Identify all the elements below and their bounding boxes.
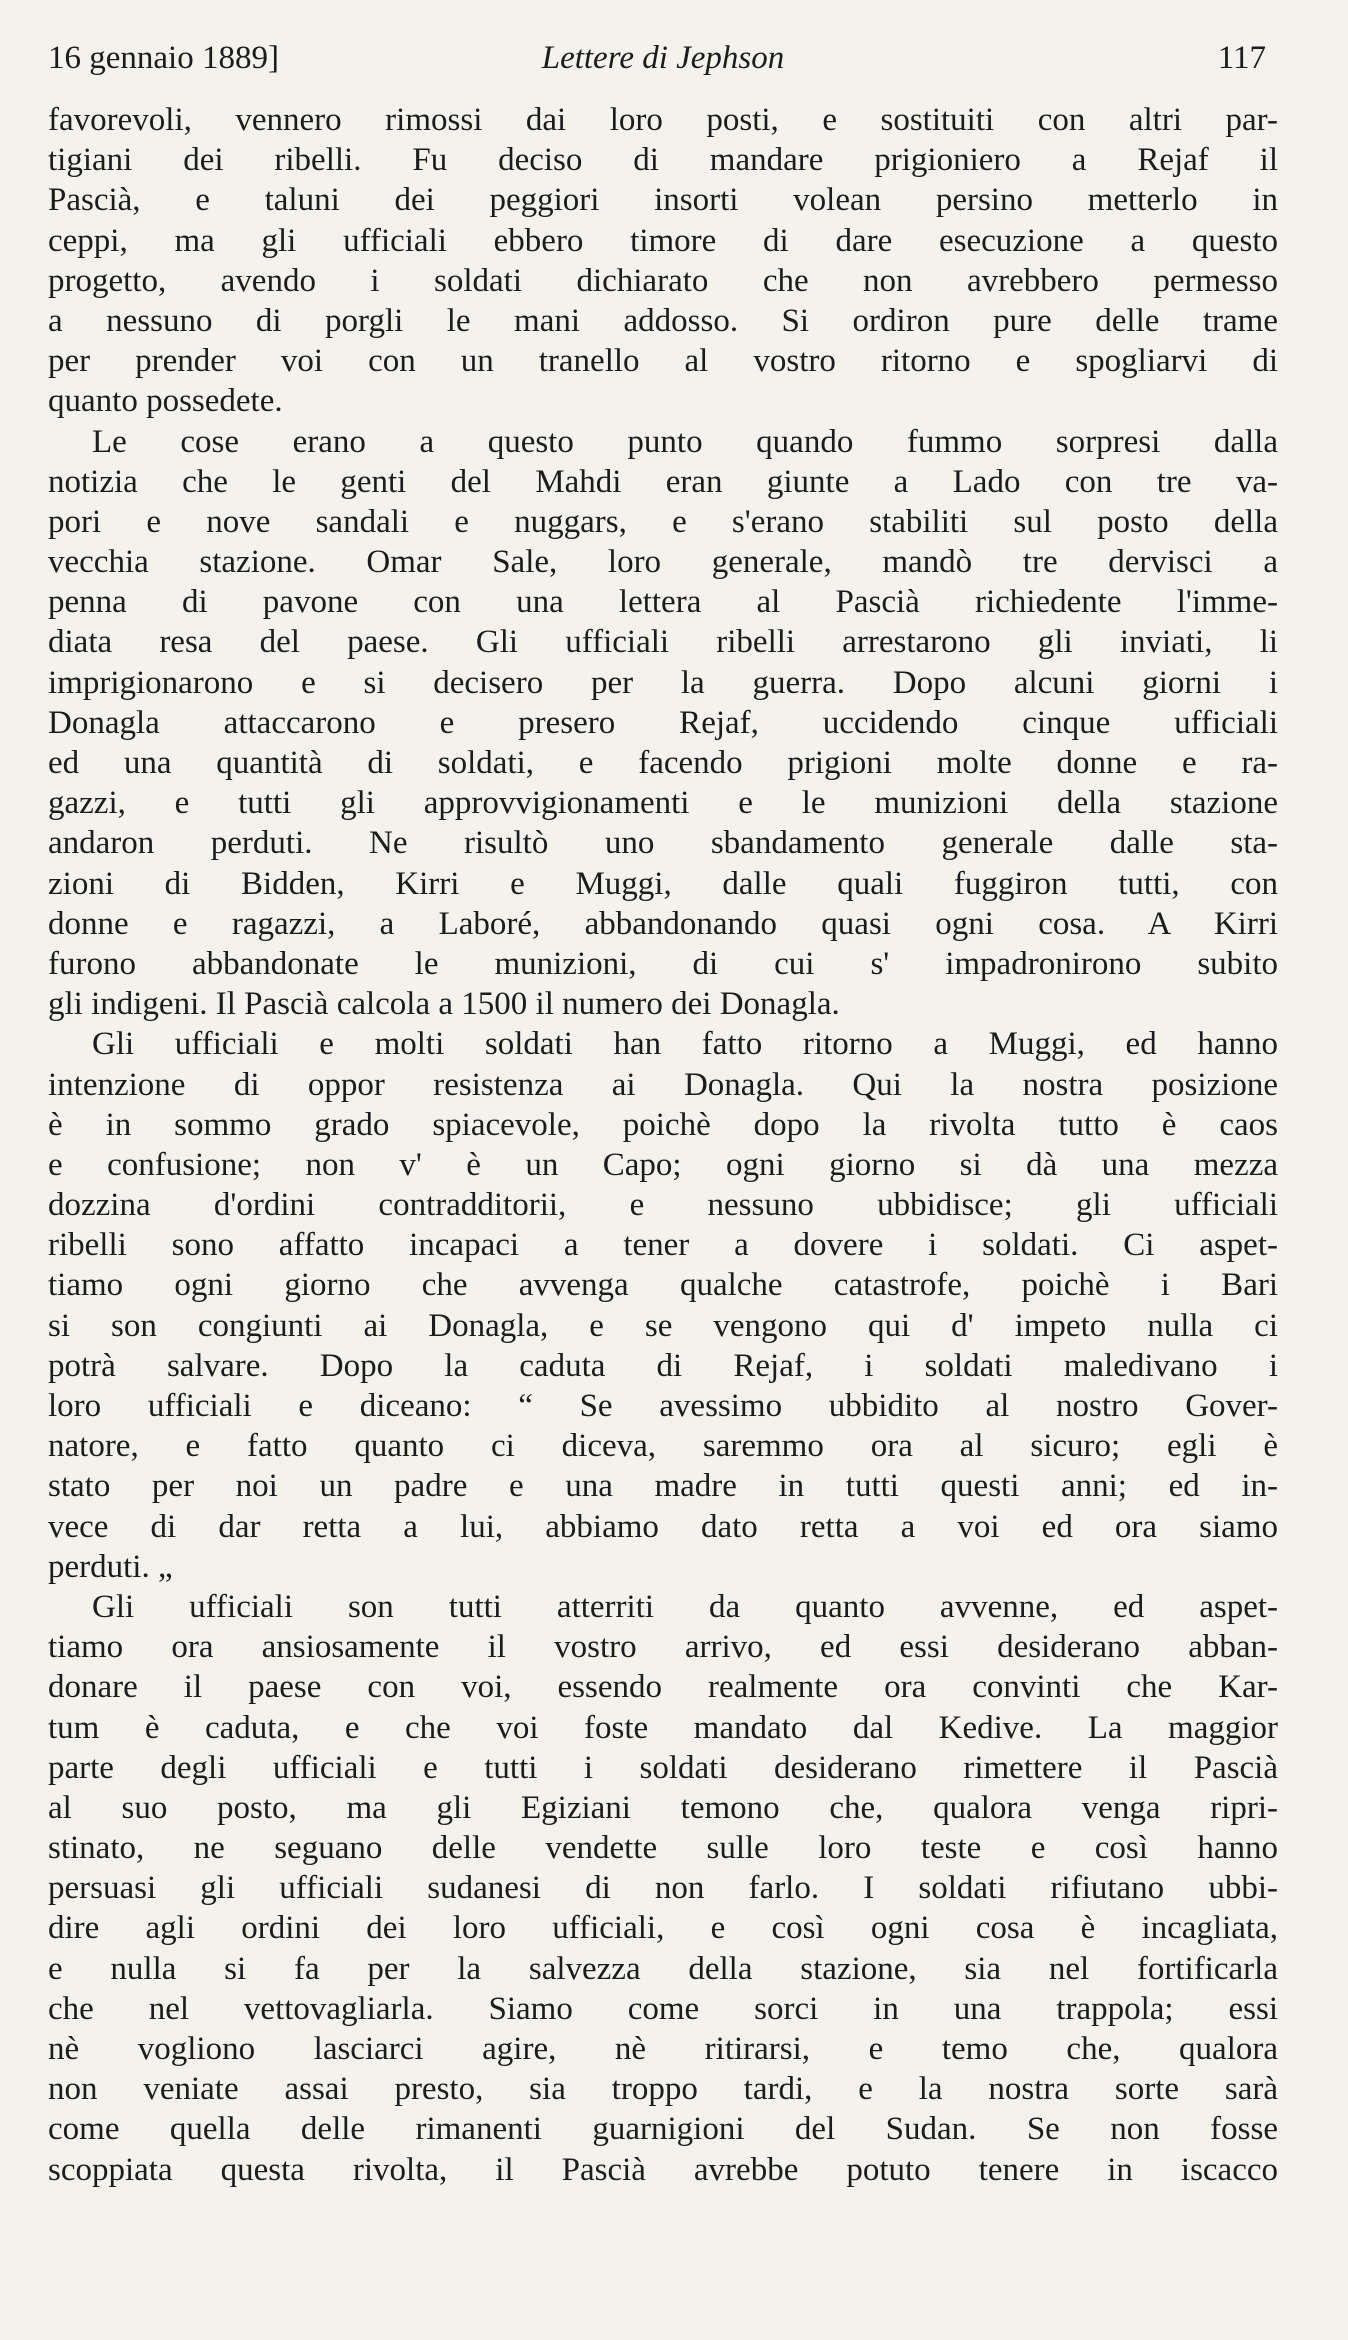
text-line: si son congiunti ai Donagla, e se vengono qui d' impeto nulla ci [48, 1307, 1278, 1344]
text-line: donare il paese con voi, essendo realmente ora convinti che Kar- [48, 1669, 1278, 1706]
text-line: Gli ufficiali son tutti atterriti da quanto avvenne, ed aspet- [92, 1588, 1278, 1625]
text-line: stinato, ne seguano delle vendette sulle loro teste e così hanno [48, 1830, 1278, 1867]
text-line: Le cose erano a questo punto quando fummo sorpresi dalla [92, 423, 1278, 460]
text-line: nè vogliono lasciarci agire, nè ritirarsi, e temo che, qualora [48, 2031, 1278, 2067]
text-line: andaron perduti. Ne risultò uno sbandamento generale dalle sta- [48, 825, 1278, 862]
text-line: donne e ragazzi, a Laboré, abbandonando quasi ogni cosa. A Kirri [48, 905, 1278, 942]
text-line: per prender voi con un tranello al vostro ritorno e spogliarvi di [48, 343, 1278, 380]
text-line: imprigionarono e si decisero per la guerra. Dopo alcuni giorni i [48, 664, 1278, 701]
text-line: tiamo ogni giorno che avvenga qualche catastrofe, poichè i Bari [48, 1267, 1278, 1304]
text-line: tum è caduta, e che voi foste mandato dal Kedive. La maggior [48, 1709, 1278, 1746]
text-line: natore, e fatto quanto ci diceva, saremmo ora al sicuro; egli è [48, 1428, 1278, 1465]
text-line: diata resa del paese. Gli ufficiali ribelli arrestarono gli inviati, li [48, 624, 1278, 661]
text-line: e confusione; non v' è un Capo; ogni giorno si dà una mezza [48, 1146, 1278, 1183]
text-line: vecchia stazione. Omar Sale, loro generale, mandò tre dervisci a [48, 544, 1278, 581]
text-line: come quella delle rimanenti guarnigioni del Sudan. Se non fosse [48, 2111, 1278, 2148]
text-line: pori e nove sandali e nuggars, e s'erano stabiliti sul posto della [48, 503, 1278, 540]
text-line: dire agli ordini dei loro ufficiali, e così ogni cosa è incagliata, [48, 1910, 1278, 1947]
text-line: non veniate assai presto, sia troppo tardi, e la nostra sorte sarà [48, 2071, 1278, 2108]
text-line: persuasi gli ufficiali sudanesi di non farlo. I soldati rifiutano ubbi- [48, 1870, 1278, 1907]
text-line: ceppi, ma gli ufficiali ebbero timore di dare esecuzione a questo [48, 222, 1278, 259]
text-line: Gli ufficiali e molti soldati han fatto ritorno a Muggi, ed hanno [92, 1026, 1278, 1063]
text-line: tiamo ora ansiosamente il vostro arrivo, ed essi desiderano abban- [48, 1629, 1278, 1666]
text-line: gazzi, e tutti gli approvvigionamenti e le munizioni della stazione [48, 785, 1278, 822]
header-title: Lettere di Jephson [541, 40, 785, 76]
text-line: parte degli ufficiali e tutti i soldati desiderano rimettere il Pascià [48, 1749, 1278, 1786]
header-date: 16 gennaio 1889] [48, 40, 279, 76]
text-line: vece di dar retta a lui, abbiamo dato retta a voi ed ora siamo [48, 1508, 1278, 1545]
text-line: quanto possedete. [48, 383, 283, 420]
body-text [48, 100, 1278, 2190]
text-line: a nessuno di porgli le mani addosso. Si ordiron pure delle trame [48, 302, 1278, 339]
text-line: intenzione di oppor resistenza ai Donagla. Qui la nostra posizione [48, 1066, 1278, 1103]
text-line: stato per noi un padre e una madre in tutti questi anni; ed in- [48, 1468, 1278, 1505]
text-line: che nel vettovagliarla. Siamo come sorci in una trappola; essi [48, 1990, 1278, 2027]
text-line: ed una quantità di soldati, e facendo prigioni molte donne e ra- [48, 745, 1278, 781]
text-line: e nulla si fa per la salvezza della stazione, sia nel fortificarla [48, 1950, 1278, 1987]
text-line: al suo posto, ma gli Egiziani temono che, qualora venga ripri- [48, 1789, 1278, 1826]
text-line: tigiani dei ribelli. Fu deciso di mandare prigioniero a Rejaf il [48, 142, 1278, 179]
text-line: penna di pavone con una lettera al Pascià richiedente l'imme- [48, 584, 1278, 621]
text-line: progetto, avendo i soldati dichiarato che non avrebbero permesso [48, 262, 1278, 299]
text-line: è in sommo grado spiacevole, poichè dopo la rivolta tutto è caos [48, 1106, 1278, 1143]
text-line: Pascià, e taluni dei peggiori insorti volean persino metterlo in [48, 182, 1278, 219]
text-line: Donagla attaccarono e presero Rejaf, uccidendo cinque ufficiali [48, 704, 1278, 741]
text-line: ribelli sono affatto incapaci a tener a dovere i soldati. Ci aspet- [48, 1227, 1278, 1264]
book-page [48, 36, 1278, 2190]
text-line: zioni di Bidden, Kirri e Muggi, dalle quali fuggiron tutti, con [48, 865, 1278, 902]
text-line: scoppiata questa rivolta, il Pascià avrebbe potuto tenere in iscacco [48, 2151, 1278, 2188]
text-line: gli indigeni. Il Pascià calcola a 1500 il numero dei Donagla. [48, 986, 840, 1023]
page-number: 117 [1217, 40, 1266, 76]
text-line: potrà salvare. Dopo la caduta di Rejaf, i soldati maledivano i [48, 1347, 1278, 1384]
text-line: favorevoli, vennero rimossi dai loro posti, e sostituiti con altri par- [48, 102, 1278, 138]
running-header [48, 36, 1278, 88]
text-line: perduti. „ [48, 1548, 173, 1585]
text-line: dozzina d'ordini contradditorii, e nessuno ubbidisce; gli ufficiali [48, 1187, 1278, 1224]
text-line: loro ufficiali e diceano: “ Se avessimo ubbidito al nostro Gover- [48, 1388, 1278, 1424]
text-line: furono abbandonate le munizioni, di cui s' impadronirono subito [48, 945, 1278, 982]
text-line: notizia che le genti del Mahdi eran giunte a Lado con tre va- [48, 463, 1278, 500]
